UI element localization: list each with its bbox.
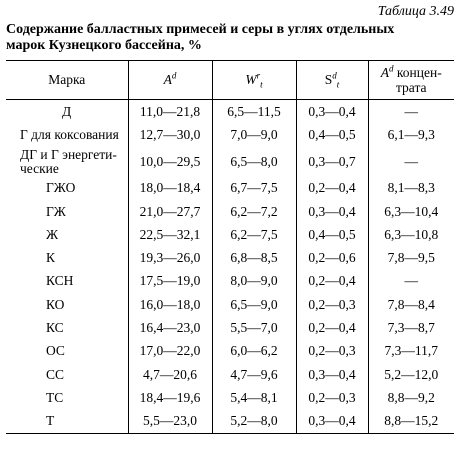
sulfur-cell: 0,3—0,7 bbox=[296, 147, 368, 177]
table-row bbox=[6, 100, 454, 124]
moisture-cell: 6,5—9,0 bbox=[212, 293, 296, 316]
table-row bbox=[6, 363, 454, 386]
table-row bbox=[6, 147, 454, 177]
concentrate-ash-cell: 7,8—9,5 bbox=[368, 246, 454, 269]
table-row bbox=[6, 123, 454, 146]
moisture-cell: 6,7—7,5 bbox=[212, 177, 296, 200]
ash-cell: 21,0—27,7 bbox=[128, 200, 212, 223]
header-concentrate-ash: $A^d$ концен- трата bbox=[368, 61, 454, 100]
moisture-cell: 6,2—7,2 bbox=[212, 200, 296, 223]
moisture-cell: 7,0—9,0 bbox=[212, 123, 296, 146]
ash-cell: 18,4—19,6 bbox=[128, 386, 212, 409]
ash-cell: 18,0—18,4 bbox=[128, 177, 212, 200]
sulfur-cell: 0,2—0,3 bbox=[296, 340, 368, 363]
ash-cell: 17,0—22,0 bbox=[128, 340, 212, 363]
coal-grade-cell: КСН bbox=[46, 273, 74, 289]
table-row bbox=[6, 200, 454, 223]
ash-cell: 12,7—30,0 bbox=[128, 123, 212, 146]
coal-grade-cell: ТС bbox=[46, 389, 64, 405]
moisture-cell: 6,2—7,5 bbox=[212, 223, 296, 246]
concentrate-ash-cell: — bbox=[368, 147, 454, 177]
sulfur-cell: 0,4—0,5 bbox=[296, 123, 368, 146]
header-ash: $A^d$ bbox=[128, 61, 212, 100]
sulfur-cell: 0,3—0,4 bbox=[296, 410, 368, 434]
coal-grade-cell: ДГ и Г энергети- ческие bbox=[20, 146, 117, 176]
concentrate-ash-cell: 7,3—8,7 bbox=[368, 316, 454, 339]
sulfur-cell: 0,3—0,4 bbox=[296, 100, 368, 124]
sulfur-cell: 0,3—0,4 bbox=[296, 200, 368, 223]
ash-cell: 16,4—23,0 bbox=[128, 316, 212, 339]
table-row bbox=[6, 177, 454, 200]
moisture-cell: 6,5—8,0 bbox=[212, 147, 296, 177]
ash-cell: 22,5—32,1 bbox=[128, 223, 212, 246]
sulfur-cell: 0,2—0,6 bbox=[296, 246, 368, 269]
coal-grade-cell: Ж bbox=[46, 226, 59, 242]
moisture-cell: 6,0—6,2 bbox=[212, 340, 296, 363]
ash-cell: 4,7—20,6 bbox=[128, 363, 212, 386]
sulfur-cell: 0,2—0,3 bbox=[296, 293, 368, 316]
ash-cell: 5,5—23,0 bbox=[128, 410, 212, 434]
table-row bbox=[6, 246, 454, 269]
ash-cell: 10,0—29,5 bbox=[128, 147, 212, 177]
coal-grade-cell: ГЖ bbox=[46, 203, 66, 219]
ash-cell: 11,0—21,8 bbox=[128, 100, 212, 124]
table-row bbox=[6, 293, 454, 316]
coal-grade-cell: ОС bbox=[46, 343, 65, 359]
sulfur-cell: 0,2—0,4 bbox=[296, 316, 368, 339]
concentrate-ash-cell: 5,2—12,0 bbox=[368, 363, 454, 386]
moisture-cell: 6,8—8,5 bbox=[212, 246, 296, 269]
moisture-cell: 5,5—7,0 bbox=[212, 316, 296, 339]
coal-grade-cell: Д bbox=[62, 103, 72, 119]
coal-grade-cell: КО bbox=[46, 296, 65, 312]
sulfur-cell: 0,2—0,3 bbox=[296, 386, 368, 409]
concentrate-ash-cell: 6,1—9,3 bbox=[368, 123, 454, 146]
table-row bbox=[6, 340, 454, 363]
concentrate-ash-cell: 7,8—8,4 bbox=[368, 293, 454, 316]
header-moisture: $W^r_t$ bbox=[212, 61, 296, 100]
coal-grade-cell: К bbox=[46, 250, 56, 266]
table-row bbox=[6, 223, 454, 246]
table-number-label: Таблица 3.49 bbox=[377, 4, 454, 19]
concentrate-ash-cell: — bbox=[368, 270, 454, 293]
coal-grade-cell: КС bbox=[46, 320, 64, 336]
table-row bbox=[6, 270, 454, 293]
header-row bbox=[6, 61, 454, 100]
sulfur-cell: 0,3—0,4 bbox=[296, 363, 368, 386]
moisture-cell: 5,4—8,1 bbox=[212, 386, 296, 409]
coal-grade-cell: Т bbox=[6, 410, 128, 434]
ash-cell: 16,0—18,0 bbox=[128, 293, 212, 316]
concentrate-ash-cell: 6,3—10,8 bbox=[368, 223, 454, 246]
concentrate-ash-cell: 8,8—15,2 bbox=[368, 410, 454, 434]
concentrate-ash-cell: 7,3—11,7 bbox=[368, 340, 454, 363]
moisture-cell: 4,7—9,6 bbox=[212, 363, 296, 386]
table-row bbox=[6, 386, 454, 409]
moisture-cell: 8,0—9,0 bbox=[212, 270, 296, 293]
moisture-cell: 5,2—8,0 bbox=[212, 410, 296, 434]
ballast-sulfur-table bbox=[6, 60, 454, 434]
moisture-cell: 6,5—11,5 bbox=[212, 100, 296, 124]
ash-cell: 17,5—19,0 bbox=[128, 270, 212, 293]
table-title: Содержание балластных примесей и серы в углях отдельных марок Кузнецкого бассейна, % bbox=[6, 22, 395, 53]
concentrate-ash-cell: 8,8—9,2 bbox=[368, 386, 454, 409]
coal-grade-cell: ГЖО bbox=[46, 180, 76, 196]
concentrate-ash-cell: 8,1—8,3 bbox=[368, 177, 454, 200]
coal-grade-cell: СС bbox=[46, 366, 65, 382]
table-row bbox=[6, 316, 454, 339]
header-sulfur: $S^d_t$ bbox=[296, 61, 368, 100]
coal-grade-cell: Г для коксования bbox=[20, 126, 119, 142]
ash-cell: 19,3—26,0 bbox=[128, 246, 212, 269]
concentrate-ash-cell: 6,3—10,4 bbox=[368, 200, 454, 223]
concentrate-ash-cell: — bbox=[368, 100, 454, 124]
table-row bbox=[6, 410, 454, 434]
header-marka: Марка bbox=[6, 61, 128, 100]
sulfur-cell: 0,4—0,5 bbox=[296, 223, 368, 246]
sulfur-cell: 0,2—0,4 bbox=[296, 270, 368, 293]
sulfur-cell: 0,2—0,4 bbox=[296, 177, 368, 200]
